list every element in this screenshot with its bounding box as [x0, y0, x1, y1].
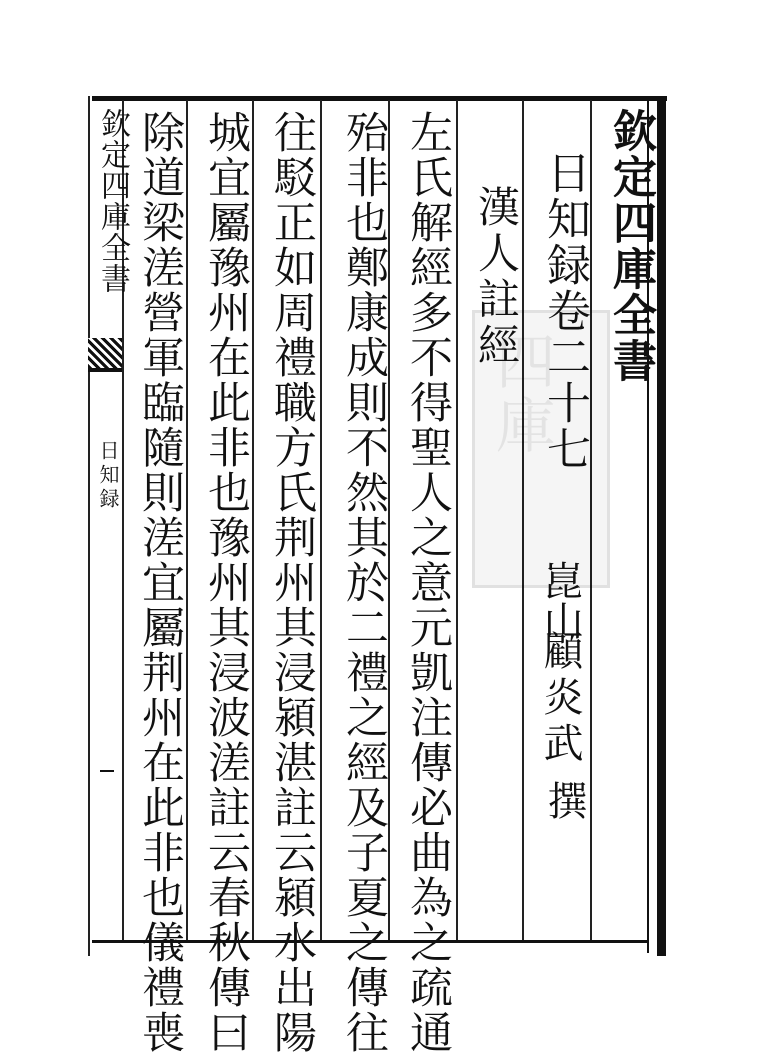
- gutter-series-title: 欽定四庫全書: [95, 108, 130, 294]
- gutter-book-title: 日知録: [96, 440, 120, 512]
- volume-title: 日知録卷二十七: [539, 150, 590, 472]
- text-column: 城宜屬豫州在此非也豫州其浸波溠註云春秋傳曰: [201, 110, 251, 1055]
- text-column: 往駁正如周禮職方氏荆州其浸潁湛註云潁水出陽: [267, 110, 317, 1055]
- fish-tail-bar: [88, 368, 122, 372]
- section-heading: 漢人註經: [472, 185, 521, 369]
- fish-tail-mark: [88, 338, 122, 368]
- author-role: 撰: [541, 780, 587, 820]
- text-column: 左氏解經多不得聖人之意元凱注傳必曲為之疏通: [403, 110, 453, 1055]
- author-place: 崑山: [537, 560, 583, 640]
- author-name: 顧炎武: [537, 630, 583, 768]
- text-column: 殆非也鄭康成則不然其於二禮之經及子夏之傳往: [339, 110, 389, 1055]
- text-column: 除道梁溠營軍臨隨則溠宜屬荆州在此非也儀禮喪: [135, 110, 185, 1055]
- book-title: 欽定四庫全書: [605, 108, 656, 384]
- library-seal-text: 四庫: [486, 330, 556, 458]
- frame-top-border: [92, 96, 667, 101]
- leaf-number-mark: [100, 770, 114, 772]
